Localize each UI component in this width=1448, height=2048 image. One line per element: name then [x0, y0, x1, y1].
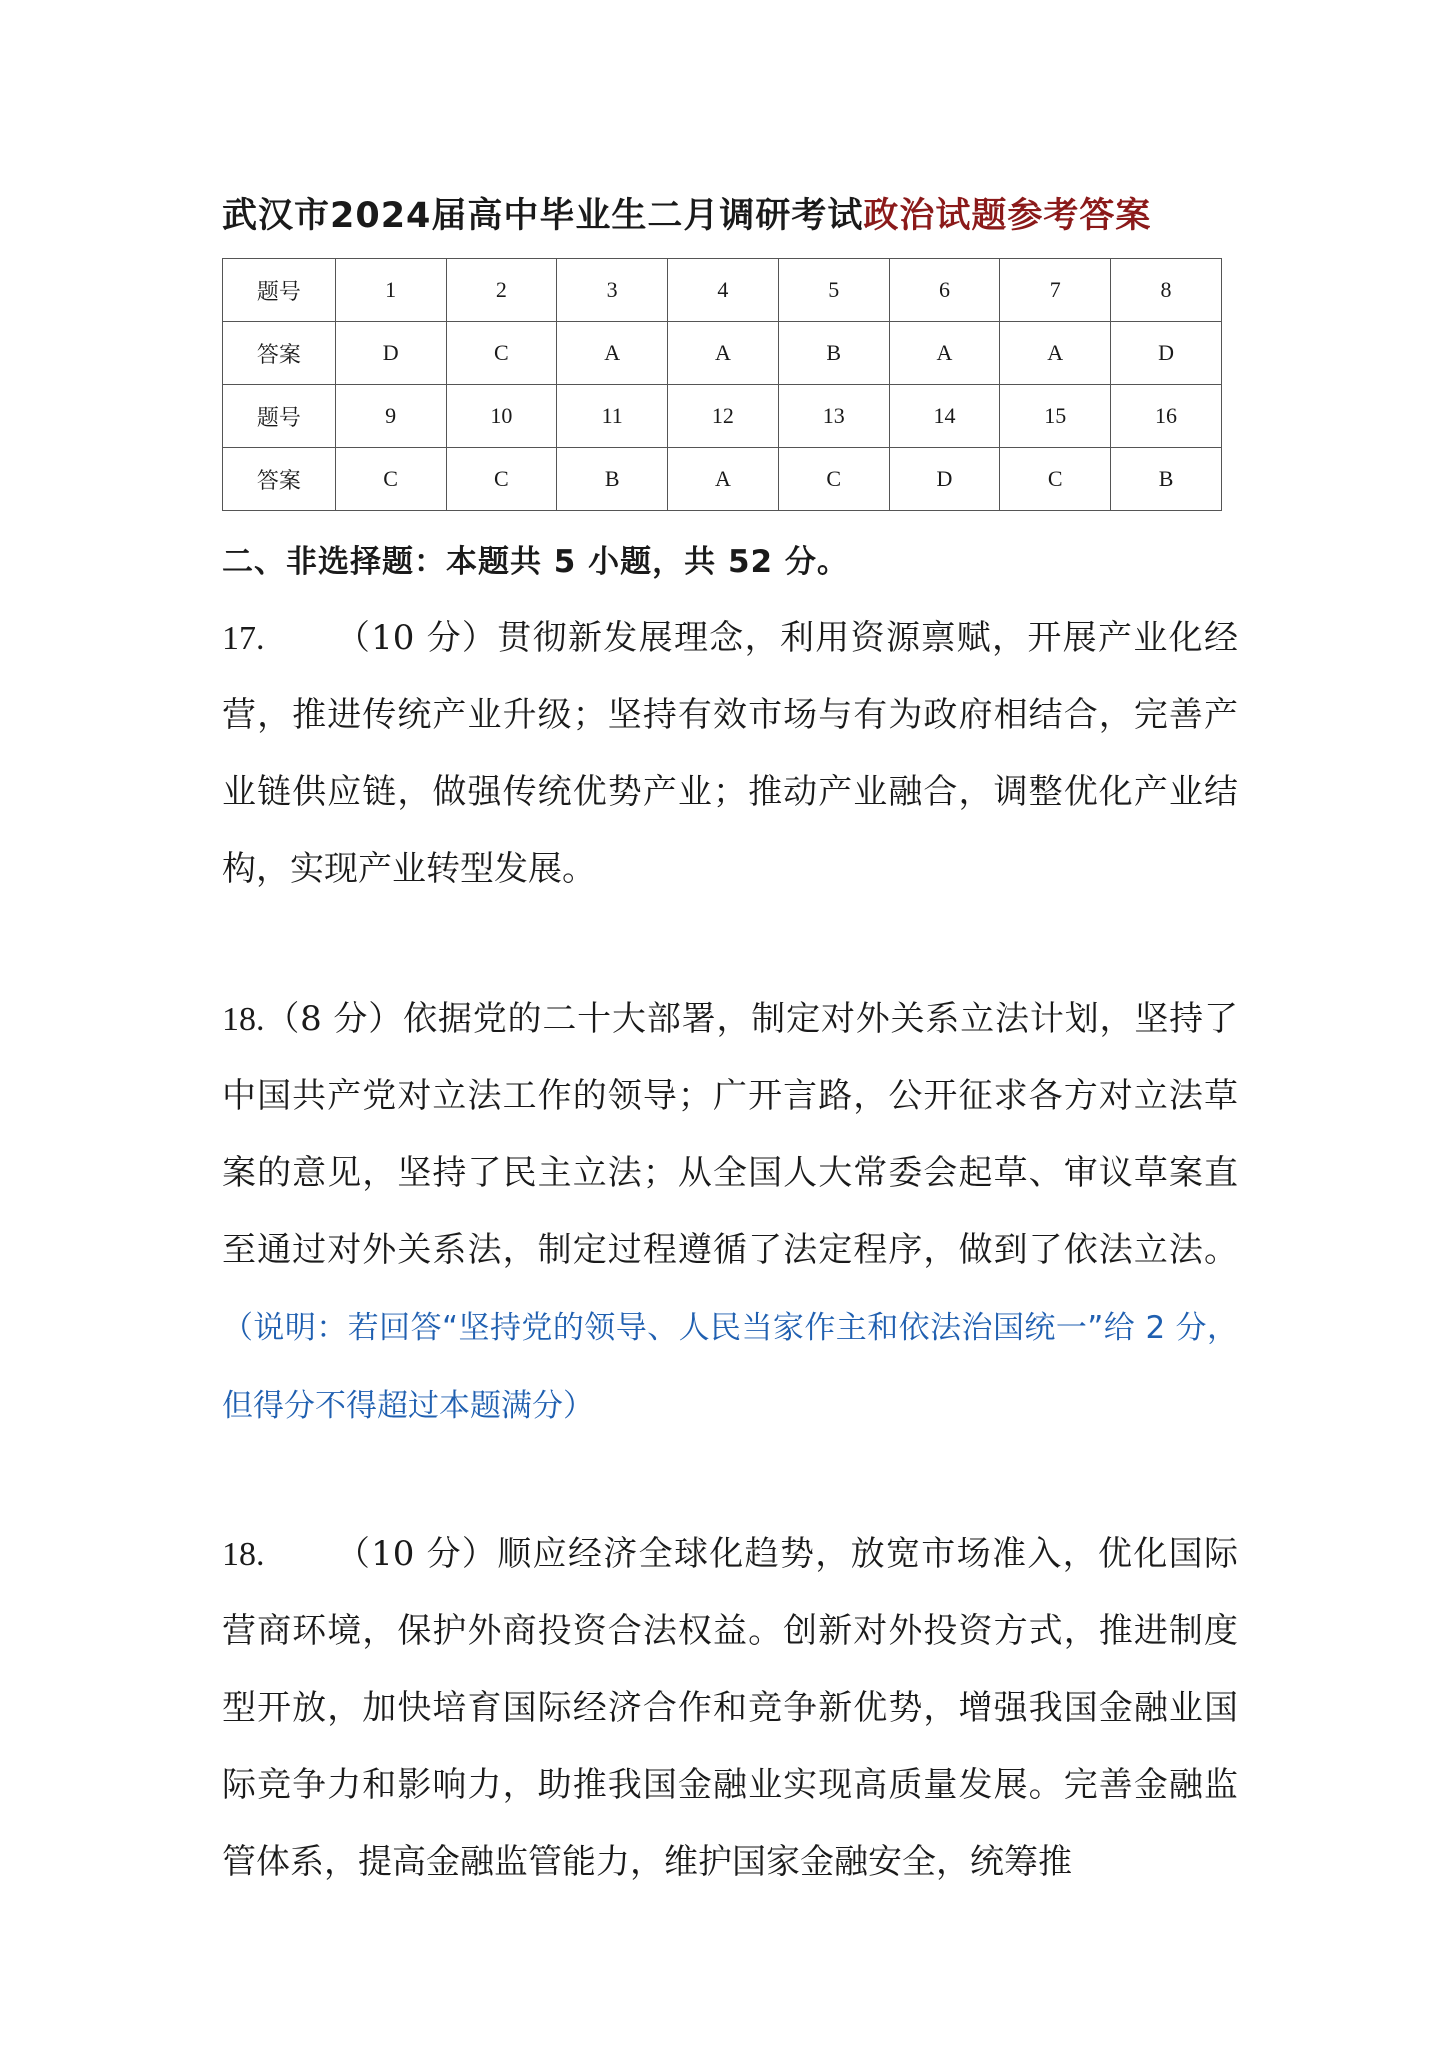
answer-text: 依据党的二十大部署，制定对外关系立法计划，坚持了中国共产党对立法工作的领导；广开言路，公开征求各方对立法草案的意见，坚持了民主立法；从全国人大常委会起草、审议草案直至通过对外关系法，制定过程遵循了法定程序，做到了依法立法。 — [222, 999, 1238, 1270]
question-number-cell: 11 — [557, 385, 668, 448]
answer-cell: C — [446, 448, 557, 511]
question-number-cell: 1 — [335, 259, 446, 322]
answer-cell: A — [889, 322, 1000, 385]
row-label: 答案 — [223, 322, 336, 385]
answer-cell: D — [889, 448, 1000, 511]
title-highlight: 政治试题参考答案 — [863, 196, 1152, 236]
answer-text: 顺应经济全球化趋势，放宽市场准入，优化国际营商环境，保护外商投资合法权益。创新对外投资方式，推进制度型开放，加快培育国际经济合作和竞争新优势，增强我国金融业国际竞争力和影响力，助推我国金融业实现高质量发展。完善金融监管体系，提高金融监管能力，维护国家金融安全，统筹推 — [222, 1534, 1239, 1882]
question-number-cell: 9 — [335, 385, 446, 448]
question-number-cell: 3 — [557, 259, 668, 322]
answer-number: 18. — [222, 1001, 265, 1038]
answer-number: 17. — [222, 620, 265, 657]
answer-cell: A — [668, 322, 779, 385]
answer-cell: A — [1000, 322, 1111, 385]
answer-cell: B — [557, 448, 668, 511]
answer-cell: C — [1000, 448, 1111, 511]
answer-cell: D — [335, 322, 446, 385]
answer-text: 贯彻新发展理念，利用资源禀赋，开展产业化经营，推进传统产业升级；坚持有效市场与有为政府相结合，完善产业链供应链，做强传统优势产业；推动产业融合，调整优化产业结构，实现产业转型发展。 — [222, 618, 1239, 889]
question-number-cell: 13 — [778, 385, 889, 448]
question-number-cell: 16 — [1111, 385, 1222, 448]
answer-18 — [222, 981, 1238, 1445]
question-number-cell: 12 — [668, 385, 779, 448]
question-number-cell: 10 — [446, 385, 557, 448]
question-number-cell: 15 — [1000, 385, 1111, 448]
answer-cell: B — [778, 322, 889, 385]
answer-cell: A — [668, 448, 779, 511]
answer-19 — [222, 1516, 1238, 1901]
answer-cell: C — [446, 322, 557, 385]
answer-cell: C — [778, 448, 889, 511]
answer-17 — [222, 600, 1238, 908]
title-main: 武汉市2024届高中毕业生二月调研考试 — [222, 196, 864, 236]
scoring-note: （说明：若回答“坚持党的领导、人民当家作主和依法治国统一”给 2 分，但得分不得超过本题满分） — [222, 1310, 1238, 1424]
answer-score: （8 分） — [264, 999, 404, 1039]
answer-cell: C — [335, 448, 446, 511]
section-heading: 二、非选择题：本题共 5 小题，共 52 分。 — [222, 544, 849, 580]
row-label: 题号 — [223, 385, 336, 448]
table-row — [223, 448, 1222, 511]
question-number-cell: 5 — [778, 259, 889, 322]
row-label: 题号 — [223, 259, 336, 322]
question-number-cell: 4 — [668, 259, 779, 322]
page-title — [222, 188, 1151, 238]
answer-score: （10 分） — [334, 1534, 498, 1574]
answer-cell: A — [557, 322, 668, 385]
answer-number: 18. — [222, 1536, 265, 1573]
question-number-cell: 14 — [889, 385, 1000, 448]
answer-cell: B — [1111, 448, 1222, 511]
answer-score: （10 分） — [334, 618, 498, 658]
row-label: 答案 — [223, 448, 336, 511]
question-number-cell: 8 — [1111, 259, 1222, 322]
question-number-cell: 7 — [1000, 259, 1111, 322]
question-number-cell: 6 — [889, 259, 1000, 322]
table-row — [223, 322, 1222, 385]
answer-key-table — [222, 258, 1222, 511]
table-row — [223, 385, 1222, 448]
table-row — [223, 259, 1222, 322]
question-number-cell: 2 — [446, 259, 557, 322]
answer-cell: D — [1111, 322, 1222, 385]
